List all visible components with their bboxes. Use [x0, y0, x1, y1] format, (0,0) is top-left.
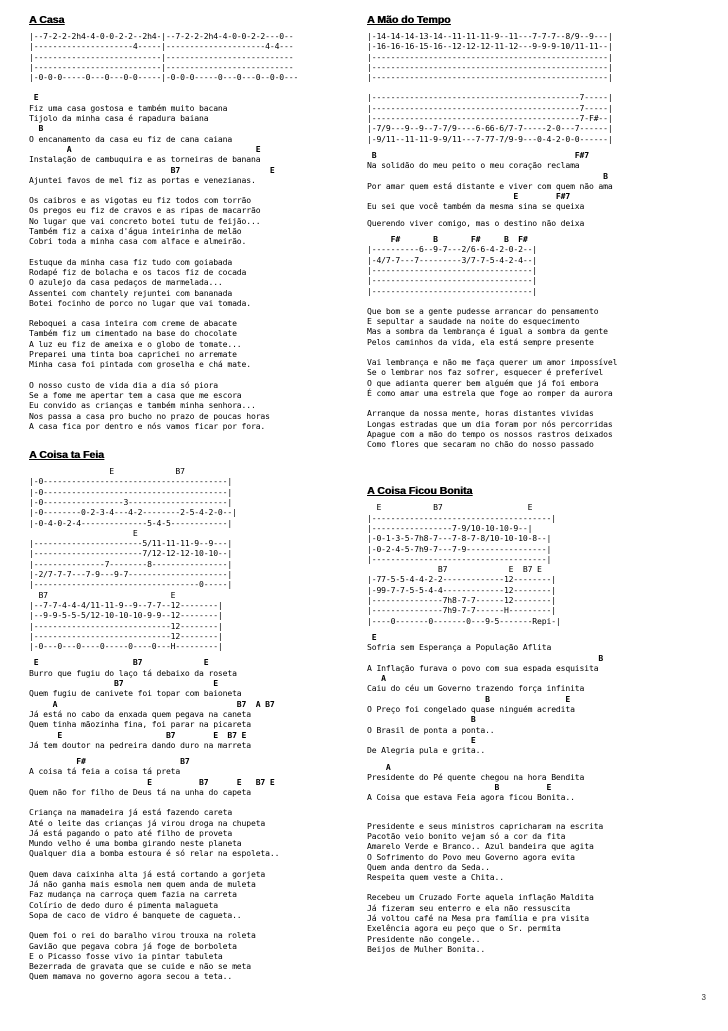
lyric-line: Instalação de cambuquira e as torneiras de banana	[29, 154, 261, 165]
chord-line: A	[367, 673, 386, 684]
chord-line: B7 E	[29, 678, 218, 689]
lyric-verse: Quem dava caixinha alta já está cortando a gorjeta Já não ganha mais esmola nem quem anda de muleta Faz mudança na carroça quem fazia na carreta Colírio de dedo duro é pimenta malagueta Sopa de caco de vidro é banquete de cagueta..	[29, 868, 266, 920]
lyric-line: Caiu do céu um Governo trazendo força infinita	[367, 683, 585, 694]
lyric-line: Já tem doutor na pedreira dando duro na marreta	[29, 739, 251, 750]
chord-line: E F#7	[367, 191, 571, 202]
lyric-verse: Quem foi o rei do baralho virou trouxa na roleta Gavião que pegava cobra já foge de borboleta E o Picasso fosse vivo ia pintar tabuleta Bezerrada de gravata que se cuide e não se meta Quem mamava no governo agora secou a teta..	[29, 930, 256, 982]
tablature: B7 E B7 E |-77-5-5-4-4-2-2-------------12--------| |-99-7-7-5-5-4-4-------------12--------| |---------------7h8-7-7------12--------| |---------------7h9-7-7------H---------| |----0-------0-------0---9-5-------Repi-|	[367, 564, 561, 626]
lyric-line: Sofria sem Esperança a População Aflita	[367, 642, 552, 653]
lyric-verse: Presidente e seus ministros capricharam na escrita Pacotão veio bonito vejam só a cor da fita Amarelo Verde e Branco.. Azul bandeira que agita O Sofrimento do Povo meu Governo agora evita Quem anda dentro da Seda.. Respeita quem veste a Chita..	[367, 820, 604, 883]
lyric-line: Ajuntei favos de mel fiz as portas e venezianas.	[29, 174, 256, 185]
chord-line: B	[367, 170, 608, 181]
song-a-casa	[29, 14, 364, 431]
tablature: |----------6--9-7---2/6-6-4-2-0-2--| |-4/7-7---7---------3/7-7-5-4-2-4--| |----------------------------------| |----------------------------------| |----------------------------------|	[367, 244, 538, 296]
chord-line: B E	[367, 693, 571, 704]
tablature: E B7 E |--------------------------------------| |-----------------7-9/10-10-10-9--| |-0-1-3-5-7h8-7---7-8-7-8/10-10-10-8--| |-0-2-4-5-7h9-7---7-9-----------------| |-------------------------------------|	[367, 502, 556, 564]
chord-line: A	[367, 761, 391, 772]
lyric-line: Presidente do Pé quente chegou na hora Bendita	[367, 771, 585, 782]
lyric-line: O Brasil de ponta a ponta..	[367, 724, 495, 735]
chord-line: B E	[367, 782, 552, 793]
lyric-line: A Coisa que estava Feia agora ficou Bonita..	[367, 792, 575, 803]
lyric-line: Por amar quem está distante e viver com quem não ama	[367, 180, 613, 191]
song-title: A Mão do Tempo	[367, 14, 451, 26]
chord-line: A E	[29, 143, 261, 154]
lyric-line: Eu sei que você também da mesma sina se queixa	[367, 201, 585, 212]
song-title: A Coisa Ficou Bonita	[367, 485, 473, 498]
chord-line: B	[29, 123, 44, 134]
lyric-verse: Que bom se a gente pudesse arrancar do pensamento E sepultar a saudade na noite do esquecimento Mas a sombra da lembrança é igual a sombra da gente Pelos caminhos da vida, ela está sempre presente	[367, 305, 608, 347]
lyric-verse: Reboquei a casa inteira com creme de abacate Também fiz um cimentado na base do chocolate A luz eu fiz de ameixa e o globo de tomate... Preparei uma tinta boa caprichei no arremate Minha casa foi pintada com groselha e chá mate.	[29, 318, 251, 370]
chord-line: B	[367, 714, 476, 725]
chord-line: F# B7	[29, 756, 190, 767]
left-column	[29, 14, 364, 982]
song-title: A Casa	[29, 14, 65, 26]
lyric-line: O encanamento da casa eu fiz de cana caiana	[29, 133, 233, 144]
lyric-verse: Estuque da minha casa fiz tudo com goiabada Rodapé fiz de bolacha e os tacos fiz de cocada O azulejo da casa pedaços de marmelada... Assentei com chantely rejuntei com bananada Botei focinho de porco no lugar que vai tomada.	[29, 256, 251, 308]
chord-line: E	[367, 734, 476, 745]
lyric-line: Já está no cabo da enxada quem pegava na caneta	[29, 708, 251, 719]
chord-line: E B7 E B7 E	[29, 729, 247, 740]
tablature: |-14-14-14-13-14--11-11-11-9--11---7-7-7--8/9--9---| |-16-16-16-15-16--12-12-12-11-12---9-9-9-10/11-11--| |--------------------------------------------------| |--------------------------------------------------| |--------------------------------------------------|	[367, 31, 613, 83]
song-a-coisa-ta-feia	[29, 449, 364, 982]
tablature: E |-----------------------5/11-11-11-9--9---| |-----------------------7/12-12-12-10-10--| |---------------7--------8----------------| |-2/7-7-7---7-9---9-7---------------------| |-----------------------------------0-----|	[29, 527, 233, 590]
song-title: A Coisa ta Feia	[29, 449, 104, 462]
lyric-verse: Os caibros e as vigotas eu fiz todos com torrão Os pregos eu fiz de cravos e as ripas de macarrão No lugar que vai concreto botei tutu de feijão... Também fiz a caixa d'água inteirinha de melão Cobri toda a minha casa com alface e almeirão.	[29, 195, 261, 247]
chord-line: E B7 E	[29, 657, 209, 668]
lyric-line: O Preço foi congelado quase ninguém acredita	[367, 704, 575, 715]
lyric-line: Quem não for filho de Deus tá na unha do capeta	[29, 787, 251, 797]
lyric-line: A Inflação furava o povo com sua espada esquisita	[367, 662, 599, 673]
lyric-line: Quem fugiu de canivete foi topar com baioneta	[29, 688, 242, 699]
right-column	[367, 14, 712, 954]
chord-line: F# B F# B F#	[367, 234, 528, 245]
lyric-verse: Recebeu um Cruzado Forte aquela inflação Maldita Já fizeram seu enterro e ela não ressuscita Já voltou café na Mesa pra família e pra visita Exelência agora eu peço que o Sr. permita Presidente não congele.. Beijos de Mulher Bonita..	[367, 892, 594, 954]
lyric-line: De Alegria pula e grita..	[367, 745, 486, 756]
lyric-line: Quem tinha mãozinha fina, foi parar na picareta	[29, 719, 251, 730]
lyric-verse: O nosso custo de vida dia a dia só piora Se a fome me apertar tem a casa que me escora Eu convido as crianças e também minha senhora... Nos passa a casa pro bucho no prazo de poucas horas A casa fica por dentro e nós vamos ficar por fora.	[29, 379, 270, 431]
lyric-verse: Vai lembrança e não me faça querer um amor impossível Se o lembrar nos faz sofrer, esquecer é preferível O que adianta querer bem alguém que já foi embora É como amar uma estrela que foge ao romper da aurora	[367, 357, 618, 398]
lyric-verse: Arranque da nossa mente, horas distantes vividas Longas estradas que um dia foram por nós percorridas Apague com a mão do tempo os nossos rastros deixados Como flores que secaram no chão do nosso passado	[367, 408, 613, 450]
chord-line: E	[367, 631, 377, 642]
chord-line: B F#7	[367, 149, 589, 160]
chord-line: E B7 E B7 E	[29, 776, 275, 787]
lyric-line: Tijolo da minha casa é rapadura baiana	[29, 113, 209, 124]
tablature: |--------------------------------------------7-----| |--------------------------------------------7-----| |--------------------------------------------7-F#--| |-7/9---9--9--7-7/9----6-66-6/7-7-----2-0---7------| |-9/11--11-11-9-9/11---7-77-7/9-9---0-4-2-0-0------|	[367, 92, 613, 144]
lyric-line: Burro que fugiu do laço tá debaixo da roseta	[29, 667, 237, 678]
chord-line: B	[367, 652, 604, 663]
lyric-verse: Criança na mamadeira já está fazendo careta Até o leite das crianças já virou droga na chupeta Já está pagando o pato até filho de proveta Mundo velho é uma bomba girando neste planeta Qualquer dia a bomba estoura é só relar na espoleta..	[29, 807, 280, 859]
tablature: E B7 |-0---------------------------------------| |-0---------------------------------------| |-0-----------------3---------------------| |-0--------0-2-3-4---4-2--------2-5-4-2-0--| |-0-4-0-2-4--------------5-4-5------------|	[29, 466, 237, 528]
lyric-line: Querendo viver comigo, mas o destino não deixa	[367, 217, 585, 228]
lyric-line: A coisa tá feia a coisa tá preta	[29, 766, 181, 777]
page-number: 3	[701, 993, 706, 1002]
song-a-mao-do-tempo	[367, 14, 712, 449]
tablature: |--7-2-2-2h4-4-0-0-2-2--2h4-|--7-2-2-2h4-4-0-0-2-2---0-- |---------------------4-----|---------------------4-4--- |---------------------------|--------------------------- |---------------------------|--------------------------- |-0-0-0-----0---0---0-0-----|-0-0-0-----0---0---0--0-0---	[29, 31, 299, 83]
song-a-coisa-ficou-bonita	[367, 485, 712, 954]
chord-line: E	[29, 92, 39, 103]
lyric-line: Fiz uma casa gostosa e também muito bacana	[29, 102, 228, 113]
chord-line: A B7 A B7	[29, 698, 275, 709]
tablature: B7 E |--7-7-4-4-4/11-11-9--9--7-7--12--------| |--9-9-5-5-5/12-10-10-10-9-9--12--------| |-----------------------------12--------| |-----------------------------12--------| |-0---0---0----0-----0----0---H---------|	[29, 589, 223, 652]
lyric-line: Na solidão do meu peito o meu coração reclama	[367, 160, 580, 171]
chord-line: B7 E	[29, 164, 275, 175]
